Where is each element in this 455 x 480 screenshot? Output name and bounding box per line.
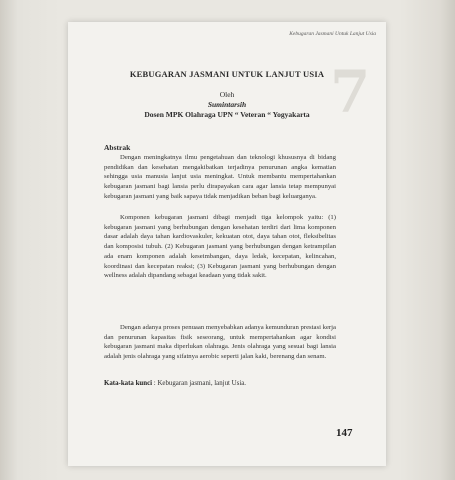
author-affiliation: Dosen MPK Olahraga UPN “ Veteran “ Yogyakarta — [144, 110, 310, 119]
byline-oleh: Oleh — [219, 90, 235, 99]
document-page — [68, 22, 386, 466]
keywords-line — [104, 380, 336, 387]
abstract-paragraph-2: Komponen kebugaran jasmani dibagi menjadi tiga kelompok yaitu: (1) kebugaran jasmani yang berhubungan dengan kesehatan terdiri dari lima komponen dasar adalah daya tahan kardiovaskuler, kekuatan otot, daya tahan otot, fleksibelitas dan komposisi tubuh. (2) Kebugaran jasmani yang berhubungan dengan ketrampilan ada enam komponen adalah keseimbangan, daya ledak, kecepatan, kelincahan, koordinasi dan kecepatan reaksi; (3) Kebugaran jasmani yang berhubungan dengan wellness adalah dipandang sebagai keadaan yang tidak sakit. — [104, 214, 336, 280]
keywords-separator: : — [152, 380, 158, 387]
abstract-paragraph-1: Dengan meningkatnya ilmu pengetahuan dan teknologi khususnya di bidang pendidikan dan kesehatan mengakibatkan terjadinya penurunan angka kematian sehingga usia manusia lanjut usia meningkat. Untuk membantu mempertahankan kebugaran jasmani bagi lansia perlu dirapayakan cara agar lansia tetap mempunyai kebugaran jasmani yang baik sapaya tidak menjadikan beban bagi keluarganya. — [104, 154, 336, 200]
keywords-label: Kata-kata kunci — [104, 380, 153, 387]
abstract-paragraph-3: Dengan adanya proses penuaan menyebabkan adanya kemunduran prestasi kerja dan penurunan kapasitas fisik seseorang, untuk mempertahankan agar kondisi kebugaran jasmani maka diperlukan olahraga. Jenis olahraga yang sesuai bagi lansia adalah jenis olahraga yang sifatnya aerobic seperti jalan kaki, berenang dan senam. — [104, 324, 336, 361]
article-title: KEBUGARAN JASMANI UNTUK LANJUT USIA — [129, 69, 325, 79]
keywords-text: Kebugaran jasmani, lanjut Usia. — [157, 380, 247, 387]
watermark-logo: 7 — [330, 58, 371, 126]
author-name: Sumintarsih — [207, 100, 247, 109]
abstract-heading: Abstrak — [104, 143, 131, 152]
page-number: 147 — [336, 427, 353, 439]
running-head: Kebugaran Jasmani Untuk Lanjut Usia — [289, 31, 376, 37]
